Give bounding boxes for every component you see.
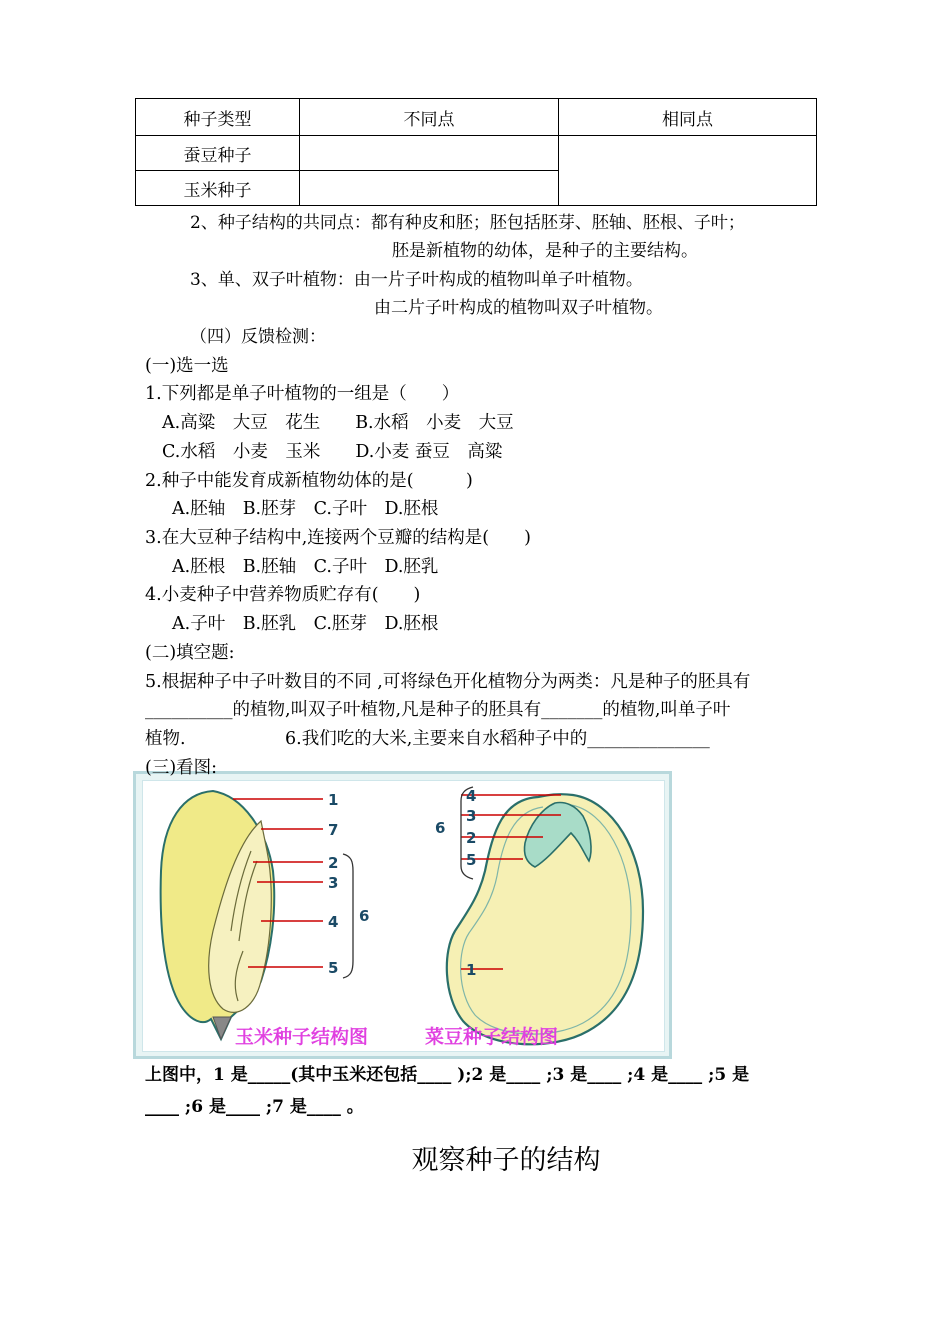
note-dicot: 由二片子叶构成的植物叫双子叶植物。	[374, 298, 663, 318]
question-5-line-2: __________的植物,叫双子叶植物,凡是种子的胚具有_______的植物,叫单子叶	[145, 700, 731, 720]
corn-bracket	[343, 854, 353, 978]
section-title-figure: (三)看图:	[145, 758, 218, 778]
note-embryo: 胚是新植物的幼体，是种子的主要结构。	[392, 241, 698, 261]
section-title-choice: (一)选一选	[145, 356, 229, 376]
note-common-structure: 2、种子结构的共同点：都有种皮和胚；胚包括胚芽、胚轴、胚根、子叶；	[190, 213, 745, 233]
question-1-options-ab: A.高粱 大豆 花生 B.水稻 小麦 大豆	[162, 413, 514, 433]
figure-canvas	[142, 780, 665, 1052]
corn-label: 1	[328, 791, 339, 809]
corn-label: 3	[328, 874, 339, 892]
table-cell-empty	[300, 136, 559, 171]
bean-label: 6	[435, 819, 446, 837]
question-2-options: A.胚轴 B.胚芽 C.子叶 D.胚根	[172, 499, 439, 519]
table-cell: 蚕豆种子	[136, 136, 300, 171]
corn-caption: 玉米种子结构图	[235, 1026, 369, 1048]
seed-diagram	[143, 781, 664, 1051]
note-monocot: 3、单、双子叶植物：由一片子叶构成的植物叫单子叶植物。	[190, 270, 643, 290]
question-2: 2.种子中能发育成新植物幼体的是( )	[145, 471, 473, 491]
table-cell-empty	[559, 136, 817, 206]
table-header-cell: 种子类型	[136, 99, 300, 136]
section-title-fill: (二)填空题:	[145, 643, 235, 663]
bean-caption: 菜豆种子结构图	[425, 1026, 559, 1048]
table-row	[136, 136, 817, 171]
figure-fill-line-1: 上图中，1 是_____(其中玉米还包括____ );2 是____ ;3 是____ ;4 是____ ;5 是	[145, 1065, 750, 1085]
figure-fill-line-2: ____ ;6 是____ ;7 是____ 。	[145, 1097, 364, 1117]
question-1: 1.下列都是单子叶植物的一组是（ ）	[145, 384, 460, 404]
table-header-cell: 相同点	[559, 99, 817, 136]
question-4: 4.小麦种子中营养物质贮存有( )	[145, 585, 421, 605]
bean-label: 3	[466, 807, 477, 825]
corn-label: 2	[328, 854, 339, 872]
corn-label: 5	[328, 959, 339, 977]
corn-label: 6	[359, 907, 370, 925]
corn-label: 4	[328, 913, 339, 931]
bean-label: 2	[466, 829, 477, 847]
page-heading-text: 观察种子的结构	[411, 1145, 601, 1176]
page-heading	[0, 1138, 950, 1177]
table-cell-empty	[300, 171, 559, 206]
bean-label: 5	[466, 851, 477, 869]
question-5-line-1: 5.根据种子中子叶数目的不同 ,可将绿色开化植物分为两类：凡是种子的胚具有	[145, 672, 751, 692]
question-5-line-3: 植物.	[145, 729, 186, 749]
table-cell: 玉米种子	[136, 171, 300, 206]
question-3-options: A.胚根 B.胚轴 C.子叶 D.胚乳	[172, 557, 439, 577]
corn-label: 7	[328, 821, 339, 839]
question-3: 3.在大豆种子结构中,连接两个豆瓣的结构是( )	[145, 528, 531, 548]
question-6: 6.我们吃的大米,主要来自水稻种子中的______________	[285, 729, 710, 749]
bean-label: 1	[466, 961, 477, 979]
comparison-table	[135, 98, 817, 206]
seed-structure-figure	[133, 771, 672, 1059]
feedback-heading: （四）反馈检测：	[190, 327, 326, 347]
question-1-options-cd: C.水稻 小麦 玉米 D.小麦 蚕豆 高粱	[162, 442, 503, 462]
bean-label: 4	[466, 787, 477, 805]
table-header-cell: 不同点	[300, 99, 559, 136]
question-4-options: A.子叶 B.胚乳 C.胚芽 D.胚根	[172, 614, 439, 634]
table-header-row	[136, 99, 817, 136]
